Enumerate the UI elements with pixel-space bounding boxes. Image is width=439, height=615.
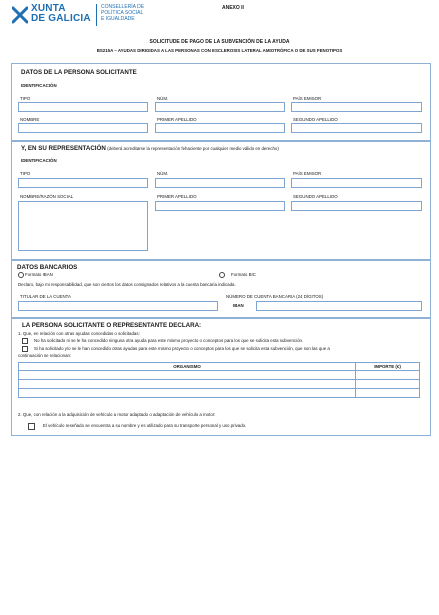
declaration-item-1: 1. Que, en relación con otras ayudas concedidas o solicitadas:: [18, 331, 140, 336]
consellería-line-3: E IGUALDADE: [101, 16, 135, 23]
representative-heading: Y, EN SU REPRESENTACIÓN: [21, 145, 106, 152]
applicant-pais-label: PAÍS EMISOR: [293, 96, 322, 101]
no-other-aid-checkbox[interactable]: [22, 338, 28, 344]
representative-id-label: IDENTIFICACIÓN: [21, 158, 57, 163]
amount-cell[interactable]: [356, 371, 420, 380]
representative-num-field[interactable]: [155, 178, 285, 188]
representative-segundo-label: SEGUNDO APELLIDO: [293, 194, 338, 199]
organism-cell[interactable]: [19, 380, 356, 389]
other-aid-label: Si ha solicitado y/o se le han concedido otras ayudas para este mismo proyecto o conceptos para los que se solicita esta subvención, que son las que a: [34, 346, 330, 351]
table-row: [19, 371, 420, 380]
amount-cell[interactable]: [356, 389, 420, 398]
bank-declaration: Declaro, bajo mi responsabilidad, que son ciertos los datos consignados relativos a la cuenta bancaria indicada.: [18, 282, 236, 287]
form-subtitle: BS215A – AYUDAS DIRIGIDAS A LAS PERSONAS CON ESCLEROSIS LATERAL AMIOTRÓFICA O DE SUS FENOTIPOS: [96, 48, 343, 53]
organism-cell[interactable]: [19, 389, 356, 398]
applicant-tipo-label: TIPO: [20, 96, 31, 101]
iban-field[interactable]: [256, 301, 422, 311]
iban-format-radio[interactable]: [18, 272, 24, 278]
representative-num-label: NÚM.: [157, 171, 169, 176]
logo-separator: [96, 4, 97, 26]
vehicle-label: El vehículo reseñado se encuentra a su nombre y es utilizado para su transporte personal y uso privado.: [43, 423, 247, 428]
applicant-nombre-field[interactable]: [18, 123, 148, 133]
annex-label: ANEXO II: [222, 5, 244, 11]
organism-cell[interactable]: [19, 371, 356, 380]
representative-heading-row: [21, 146, 279, 152]
logo-line-1: XUNTA: [31, 3, 66, 14]
applicant-primer-label: PRIMER APELLIDO: [157, 117, 197, 122]
representative-primer-label: PRIMER APELLIDO: [157, 194, 197, 199]
applicant-id-label: IDENTIFICACIÓN: [21, 83, 57, 88]
xunta-logo-icon: [12, 6, 28, 24]
consellería-line-1: CONSELLERÍA DE: [101, 4, 145, 10]
iban-label: IBAN: [233, 303, 244, 308]
no-other-aid-label: No ha solicitado ni se le ha concedido ninguna otra ayuda para este mismo proyecto o conceptos para los que se solicita esta subvención.: [34, 338, 304, 343]
representative-tipo-field[interactable]: [18, 178, 148, 188]
table-row: [19, 380, 420, 389]
vehicle-checkbox[interactable]: [28, 423, 35, 430]
applicant-segundo-field[interactable]: [291, 123, 422, 133]
form-title: SOLICITUDE DE PAGO DE LA SUBVENCIÓN DE LA AYUDA: [149, 39, 290, 45]
logo-line-2: DE GALICIA: [31, 13, 91, 24]
table-row: [19, 389, 420, 398]
organism-column-header: ORGANISMO: [19, 363, 356, 371]
applicant-segundo-label: SEGUNDO APELLIDO: [293, 117, 338, 122]
applicant-num-label: NÚM.: [157, 96, 169, 101]
representative-pais-label: PAÍS EMISOR: [293, 171, 322, 176]
applicant-nombre-label: NOMBRE: [20, 117, 40, 122]
representative-heading-note: (deberá acreditarse la representación fehaciente por cualquier medio válido en derecho): [107, 146, 279, 151]
consellería-line-2: POLÍTICA SOCIAL: [101, 10, 144, 17]
bic-format-radio[interactable]: [219, 272, 225, 278]
applicant-num-field[interactable]: [155, 102, 285, 112]
iban-format-label: Formato IBAN: [25, 272, 53, 277]
representative-segundo-field[interactable]: [291, 201, 422, 211]
consellería-name: [101, 4, 144, 23]
representative-primer-field[interactable]: [155, 201, 285, 211]
declaration-item-2: 2. Que, con relación a la adquisición de vehículo a motor adaptado o adaptación de vehículo a motor:: [18, 412, 216, 417]
representative-pais-field[interactable]: [291, 178, 422, 188]
bank-heading: DATOS BANCARIOS: [17, 264, 78, 271]
aid-table: [18, 362, 420, 398]
applicant-heading: DATOS DE LA PERSONA SOLICITANTE: [21, 69, 137, 76]
account-holder-label: TITULAR DE LA CUENTA: [20, 294, 71, 299]
other-aid-checkbox[interactable]: [22, 346, 28, 352]
amount-column-header: IMPORTE (€): [356, 363, 420, 371]
account-holder-field[interactable]: [18, 301, 218, 311]
applicant-tipo-field[interactable]: [18, 102, 148, 112]
representative-nombre-field[interactable]: [18, 201, 148, 251]
applicant-pais-field[interactable]: [291, 102, 422, 112]
aid-table-header: [19, 363, 420, 371]
amount-cell[interactable]: [356, 380, 420, 389]
account-number-label: NÚMERO DE CUENTA BANCARIA (24 DÍGITOS): [226, 294, 324, 299]
applicant-primer-field[interactable]: [155, 123, 285, 133]
representative-nombre-label: NOMBRE/RAZÓN SOCIAL: [20, 194, 74, 199]
logo-text: [31, 4, 91, 24]
bic-format-label: Formato BIC: [231, 272, 256, 277]
other-aid-label-cont: continuación se relacionan:: [18, 353, 72, 358]
declaration-heading: LA PERSONA SOLICITANTE O REPRESENTANTE DECLARA:: [22, 322, 202, 329]
representative-tipo-label: TIPO: [20, 171, 31, 176]
